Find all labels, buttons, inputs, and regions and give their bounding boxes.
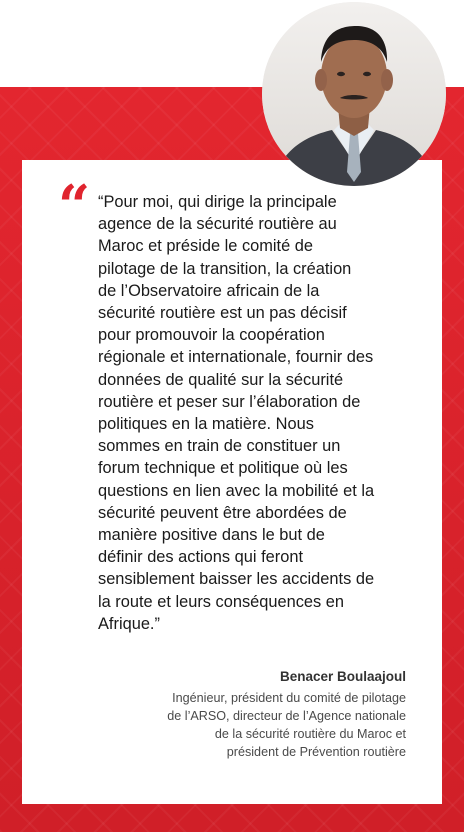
quote-line: données de qualité sur la sécurité [98, 370, 344, 389]
quote-line: de l’Observatoire africain de la [98, 281, 320, 300]
quote-line: sensiblement baisser les accidents de [98, 570, 375, 589]
quote-line: questions en lien avec la mobilité et la [98, 481, 375, 500]
quote-line: sécurité peuvent être abordées de [98, 503, 347, 522]
quote-line: pilotage de la transition, la création [98, 259, 352, 278]
author-role [86, 689, 406, 761]
quote-text [98, 191, 414, 635]
quote-line: sommes en train de constituer un [98, 437, 341, 456]
portrait-photo-icon [262, 2, 446, 186]
author-name: Benacer Boulaajoul [279, 669, 406, 684]
role-line: de la sécurité routière du Maroc et [214, 727, 406, 741]
quote-line: manière positive dans le but de [98, 526, 325, 545]
quote-line: forum technique et politique où les [98, 459, 348, 478]
quote-line: “Pour moi, qui dirige la principale [98, 193, 337, 211]
role-line: Ingénieur, président du comité de pilotage [172, 691, 406, 705]
quote-line: régionale et internationale, fournir des [98, 348, 374, 367]
role-line: de l’ARSO, directeur de l’Agence nationale [167, 709, 406, 723]
quote-line: sécurité routière est un pas décisif [98, 304, 347, 323]
quote-mark-icon: “ [58, 173, 87, 239]
quote-line: la route et leurs conséquences en [98, 592, 345, 611]
quote-line: routière et peser sur l’élaboration de [98, 392, 361, 411]
author-portrait [262, 2, 446, 186]
quote-line: agence de la sécurité routière au [98, 215, 337, 234]
role-line: président de Prévention routière [226, 745, 406, 759]
quote-line: Maroc et préside le comité de [98, 237, 313, 256]
quote-line: pour promouvoir la coopération [98, 326, 325, 345]
quote-line: définir des actions qui feront [98, 548, 304, 567]
quote-line: politiques en la matière. Nous [98, 415, 314, 434]
quote-line: Afrique.” [98, 614, 160, 633]
